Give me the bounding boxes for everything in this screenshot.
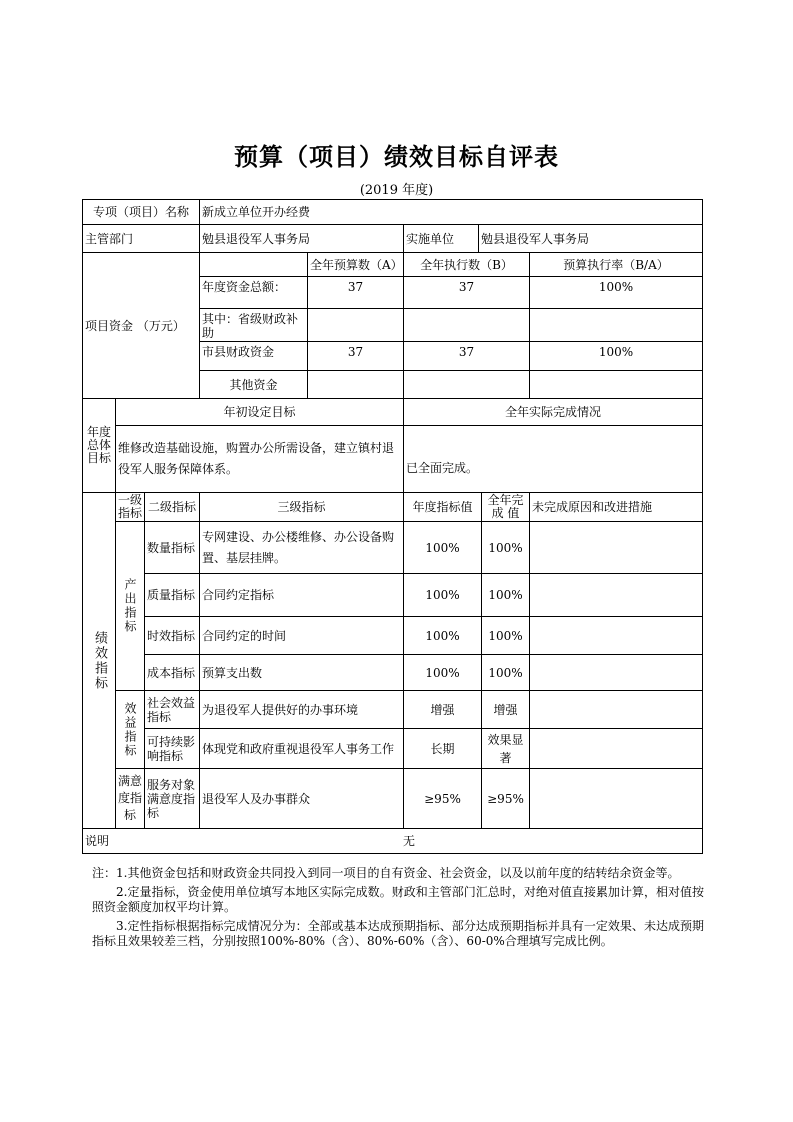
row-quality-l2: 质量指标: [147, 588, 196, 602]
impl-value: 勉县退役军人事务局: [481, 231, 590, 246]
row-social-l2: 社会效益指标: [147, 695, 196, 724]
row-social-done: 增强: [493, 702, 518, 717]
row-quantity-target: 100%: [425, 540, 460, 555]
ind-header-done: 全年完成 值: [487, 493, 524, 520]
ind-header-target: 年度指标值: [412, 500, 473, 514]
ind-header-l2: 二级指标: [147, 500, 196, 514]
project-name-label: 专项（项目）名称: [92, 205, 189, 219]
dept-value: 勉县退役军人事务局: [202, 231, 311, 246]
funds-row-provincial-a: [308, 309, 403, 341]
funds-row-total-label: 年度资金总额：: [202, 280, 287, 294]
funds-row-provincial-label: 其中：省级财政补助: [202, 312, 299, 340]
funds-row-total-rate: 100%: [598, 280, 634, 294]
row-satisfaction-reason: [530, 769, 702, 828]
row-timeliness-done: 100%: [488, 628, 523, 643]
row-quality-l3: 合同约定指标: [202, 588, 275, 602]
group-benefit-text: 效益指标: [123, 701, 137, 758]
row-sustain-l2: 可持续影响指标: [147, 734, 196, 763]
funds-row-other-label: 其他资金: [229, 377, 278, 392]
row-timeliness-l3: 合同约定的时间: [202, 628, 287, 643]
funds-row-total-a: 37: [347, 280, 364, 294]
funds-row-county-rate: 100%: [598, 345, 634, 359]
year-subtitle: (2019 年度): [359, 183, 434, 198]
row-social-l3: 为退役军人提供好的办事环境: [202, 702, 359, 717]
funds-row-county-b: 37: [458, 345, 475, 359]
project-name-value: 新成立单位开办经费: [202, 205, 311, 219]
row-timeliness-target: 100%: [425, 628, 460, 643]
funds-header-rate: 预算执行率（B/A）: [563, 257, 669, 272]
row-satisfaction-target: ≥95%: [424, 791, 461, 806]
row-cost-done: 100%: [488, 665, 523, 680]
row-satisfaction-l2: 服务对象满意度指标: [147, 777, 196, 820]
funds-header-executed: 全年执行数（B）: [420, 257, 513, 272]
row-cost-l3: 预算支出数: [202, 665, 263, 680]
ind-header-l1: 一级指标: [117, 493, 142, 520]
footnote-1: 注：1.其他资金包括和财政资金共同投入到同一项目的自有资金、社会资金，以及以前年度的结转结余资金等。: [92, 866, 680, 880]
funds-row-total-b: 37: [458, 280, 475, 294]
goals-actual-header: 全年实际完成情况: [504, 405, 601, 419]
funds-row-county-label: 市县财政资金: [202, 345, 275, 359]
row-sustain-done: 效果显著: [487, 732, 524, 765]
remark-label: 说明: [85, 834, 110, 848]
row-quantity-l3: 专网建设、办公楼维修、办公设备购置、基层挂牌。: [202, 529, 395, 565]
row-quantity-reason: [530, 522, 702, 573]
row-cost-reason: [530, 655, 702, 690]
funds-row-other-a: [308, 371, 403, 398]
goals-set-header: 年初设定目标: [223, 405, 296, 419]
dept-label: 主管部门: [85, 231, 134, 246]
ind-header-l3: 三级指标: [277, 500, 326, 514]
row-timeliness-l2: 时效指标: [147, 628, 196, 643]
group-output-label: [116, 522, 144, 690]
group-benefit-label: [116, 691, 144, 768]
ind-header-reason: 未完成原因和改进措施: [532, 500, 653, 514]
footnote-2: 2.定量指标，资金使用单位填写本地区实际完成数。财政和主管部门汇总时，对绝对值直接累加计算，相对值按照资金额度加权平均计算。: [92, 885, 704, 914]
funds-row-other-b: [404, 371, 529, 398]
indicators-label: [83, 493, 115, 828]
row-quality-target: 100%: [425, 588, 460, 602]
row-social-reason: [530, 691, 702, 728]
row-quantity-l2: 数量指标: [147, 540, 196, 555]
row-social-target: 增强: [430, 702, 455, 717]
row-sustain-reason: [530, 729, 702, 768]
row-satisfaction-l3: 退役军人及办事群众: [202, 791, 311, 806]
funds-row-provincial-b: [404, 309, 529, 341]
funds-header-budget: 全年预算数（A）: [310, 257, 403, 272]
page-title: 预算（项目）绩效目标自评表: [234, 142, 559, 171]
funds-row-provincial-rate: [530, 309, 702, 341]
row-sustain-l3: 体现党和政府重视退役军人事务工作: [202, 741, 395, 756]
funds-row-county-a: 37: [347, 345, 364, 359]
remark-value: 无: [402, 834, 415, 848]
row-timeliness-reason: [530, 617, 702, 654]
row-sustain-target: 长期: [430, 741, 455, 756]
group-output-text: 产出指标: [123, 578, 137, 634]
row-cost-l2: 成本指标: [147, 665, 196, 680]
impl-label: 实施单位: [406, 231, 455, 246]
footnote-3: 3.定性指标根据指标完成情况分为：全部或基本达成预期指标、部分达成预期指标并具有一定效果、未达成预期指标且效果较差三档，分别按照100%-80%（含）、80%-60%（含）、60-0%合理填写完成比例。: [92, 919, 704, 948]
goals-actual-text: 已全面完成。: [406, 461, 479, 475]
goals-label: 年度总体目标: [86, 425, 111, 465]
row-quality-done: 100%: [488, 588, 523, 602]
row-quality-reason: [530, 574, 702, 616]
footnotes: [92, 866, 704, 953]
funds-row-other-rate: [530, 371, 702, 398]
funds-label: 项目资金 （万元）: [85, 318, 185, 333]
row-satisfaction-done: ≥95%: [487, 791, 524, 806]
group-satisfaction-label: 满意度指标: [117, 774, 142, 822]
row-cost-target: 100%: [425, 665, 460, 680]
row-quantity-done: 100%: [488, 540, 523, 555]
indicators-label-text: 绩效指标: [92, 630, 107, 691]
goals-set-text: 维修改造基础设施，购置办公所需设备，建立镇村退役军人服务保障体系。: [118, 441, 395, 476]
